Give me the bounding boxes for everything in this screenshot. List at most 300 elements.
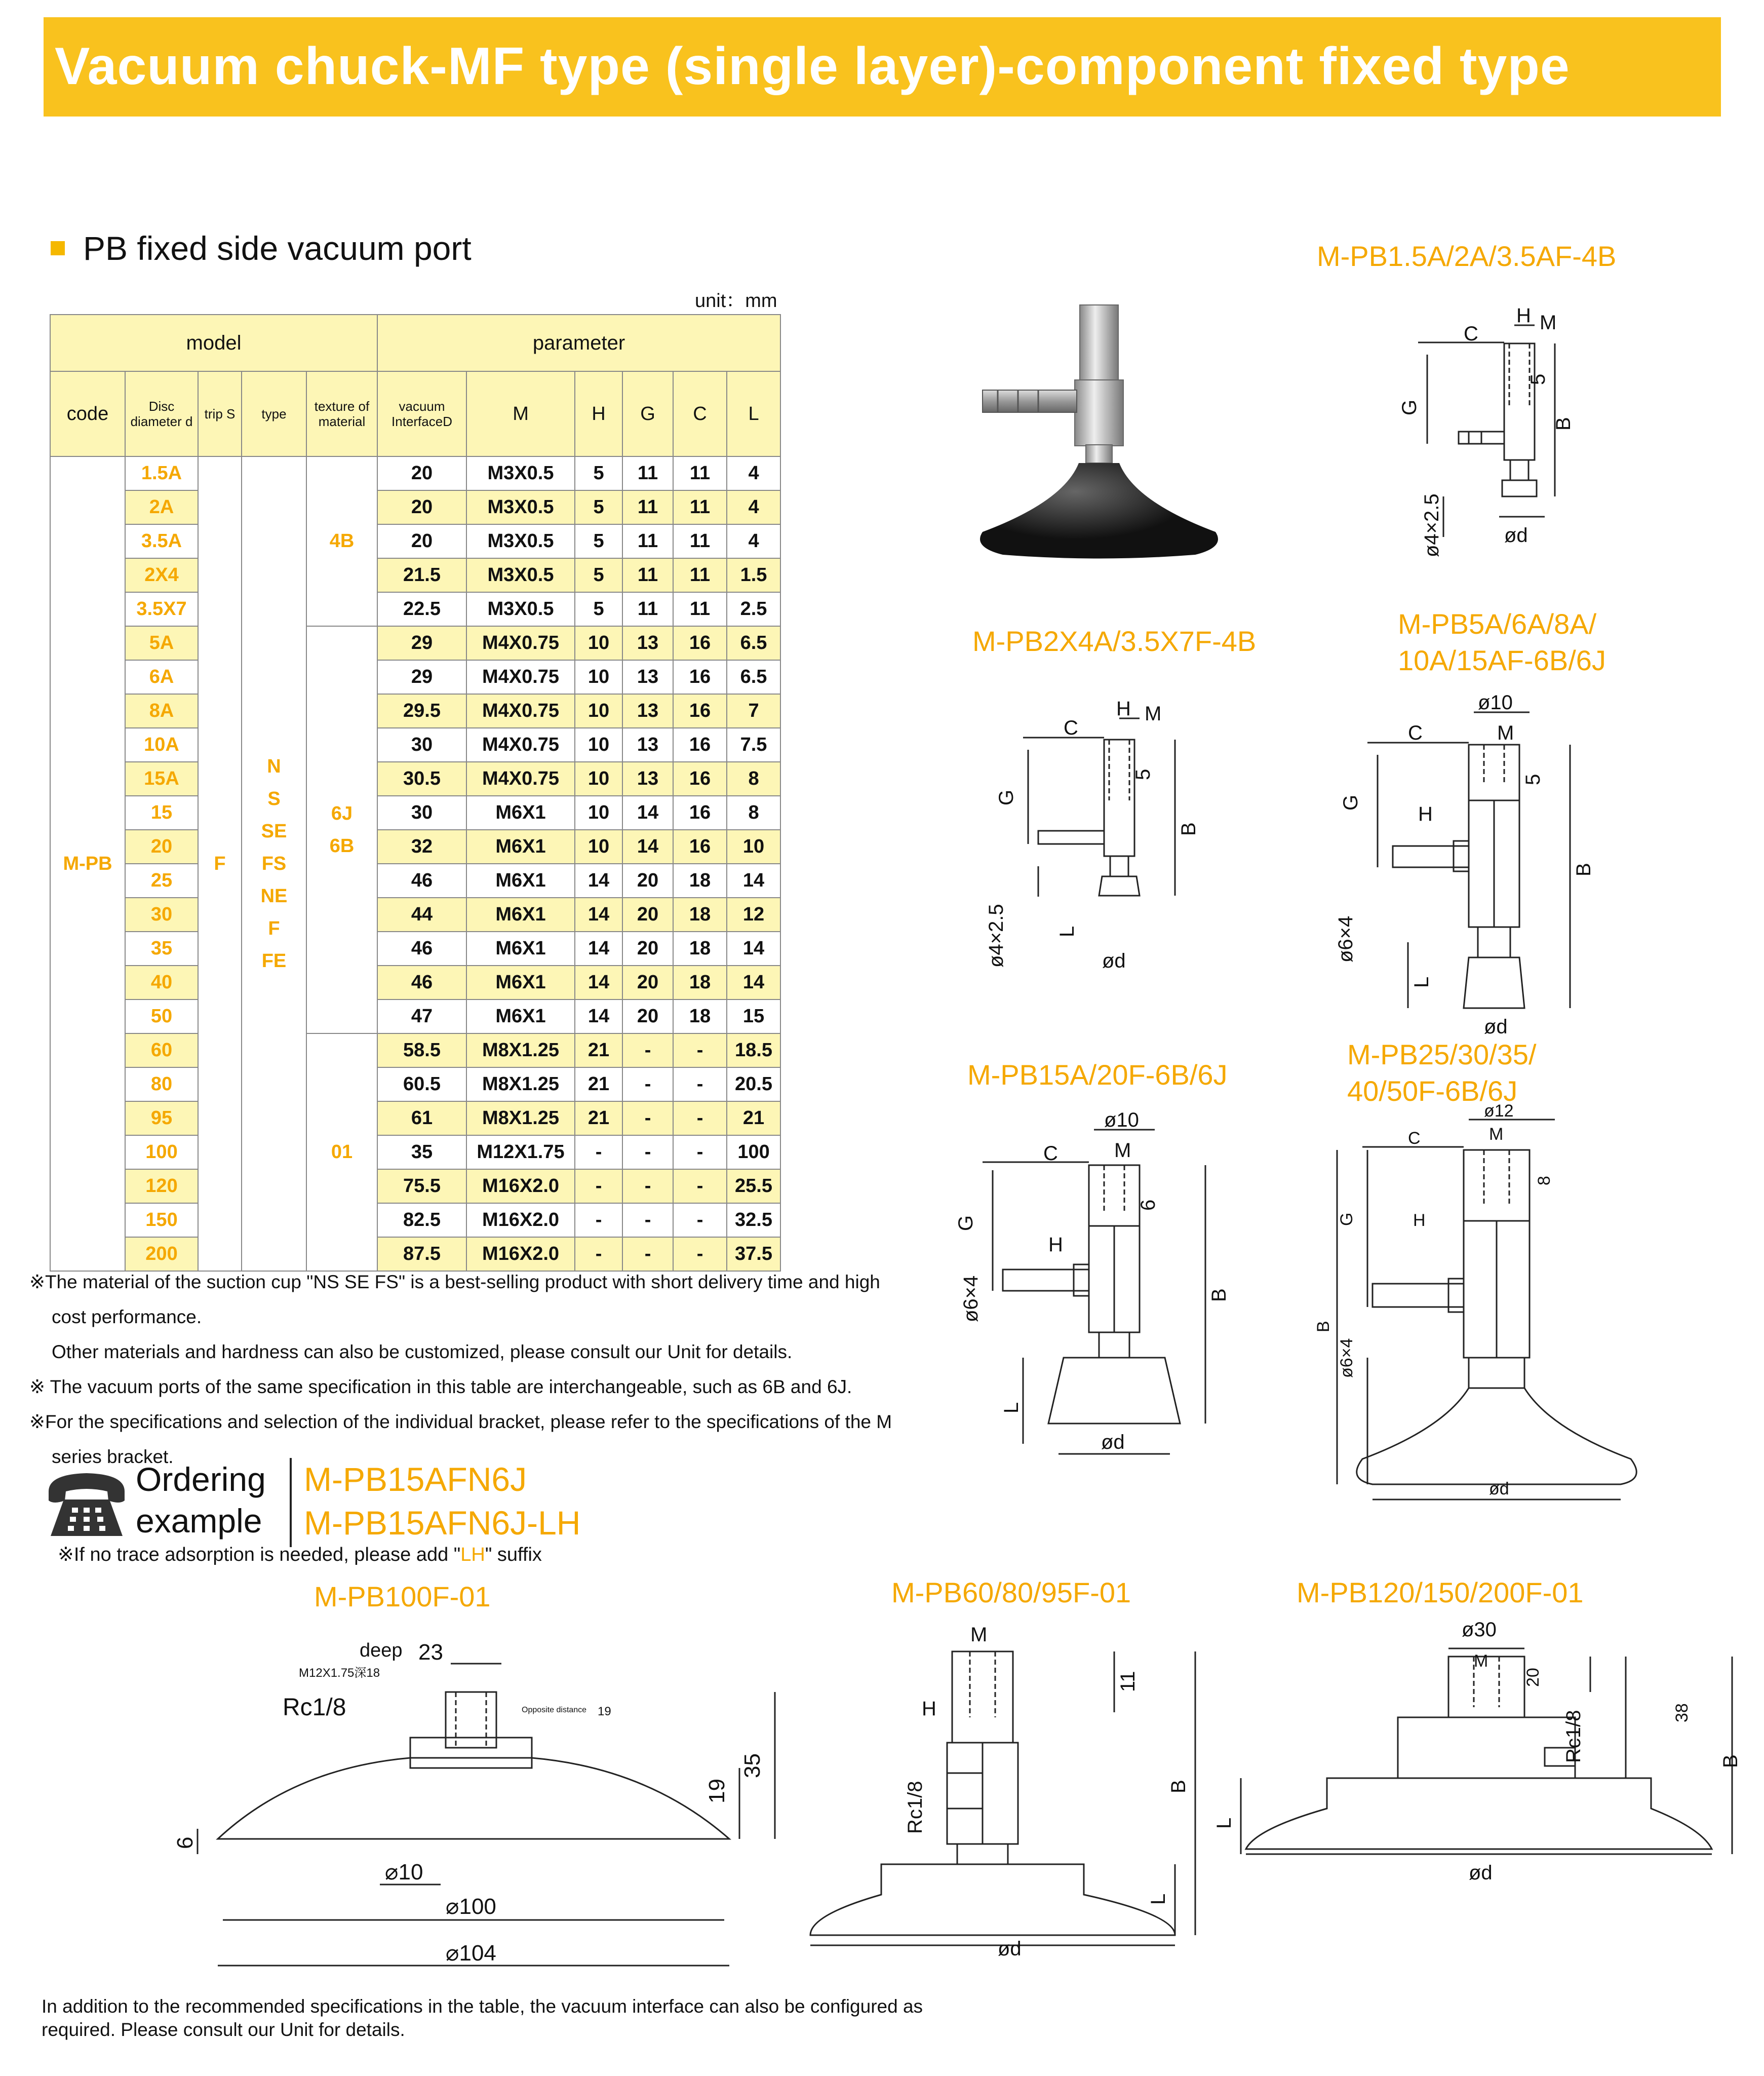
footer-line: In addition to the recommended specifications in the table, the vacuum interface can also be configured as	[42, 1996, 923, 2017]
col-header-c: C	[673, 371, 727, 456]
drawing-title: 10A/15AF-6B/6J	[1398, 644, 1606, 676]
product-photo	[962, 299, 1246, 562]
svg-text:ø4×2.5: ø4×2.5	[1421, 493, 1443, 557]
table-row	[50, 1169, 780, 1203]
svg-text:ø30: ø30	[1462, 1619, 1497, 1641]
param-cell-g: 11	[622, 558, 673, 592]
note-line: ※ The vacuum ports of the same specification in this table are interchangeable, such as 6B and 6J.	[29, 1376, 852, 1397]
svg-text:M: M	[1114, 1139, 1131, 1162]
disc-diameter-cell: 30	[125, 898, 198, 932]
table-row	[50, 490, 780, 524]
svg-text:C: C	[1408, 1129, 1421, 1148]
col-header-type: type	[242, 371, 306, 456]
svg-text:ød: ød	[1484, 1016, 1508, 1038]
svg-text:B: B	[1208, 1288, 1230, 1302]
type-value: N	[267, 756, 281, 777]
param-cell-g: -	[622, 1101, 673, 1135]
type-value: SE	[261, 821, 287, 842]
drawing-title: M-PB60/80/95F-01	[891, 1577, 1131, 1608]
svg-text:5: 5	[1527, 373, 1549, 385]
param-cell-m: M3X0.5	[466, 592, 575, 626]
param-cell-h: 21	[575, 1067, 622, 1101]
disc-diameter-cell: 40	[125, 966, 198, 999]
param-cell-l: 100	[727, 1135, 780, 1169]
param-cell-d: 29.5	[377, 694, 466, 728]
table-row	[50, 524, 780, 558]
param-cell-c: 16	[673, 660, 727, 694]
table-row	[50, 762, 780, 796]
param-cell-h: 14	[575, 932, 622, 966]
param-cell-c: -	[673, 1101, 727, 1135]
param-cell-m: M6X1	[466, 864, 575, 898]
svg-text:L: L	[1056, 926, 1078, 937]
svg-text:C: C	[1043, 1142, 1058, 1165]
svg-text:C: C	[1064, 717, 1078, 739]
param-cell-d: 60.5	[377, 1067, 466, 1101]
texture-cell: 6J 6B	[306, 626, 377, 1033]
svg-text:6: 6	[1137, 1199, 1159, 1211]
drawing-pb5a	[1317, 691, 1631, 1039]
param-cell-c: 11	[673, 558, 727, 592]
spec-table	[50, 314, 781, 1272]
disc-diameter-cell: 35	[125, 932, 198, 966]
svg-text:ød: ød	[998, 1938, 1022, 1960]
svg-text:G: G	[1337, 1212, 1356, 1226]
svg-text:38: 38	[1672, 1703, 1692, 1722]
param-cell-d: 22.5	[377, 592, 466, 626]
param-cell-h: 10	[575, 694, 622, 728]
param-cell-c: 16	[673, 830, 727, 864]
ordering-note: ※If no trace adsorption is needed, please add "LH" suffix	[58, 1544, 542, 1565]
svg-text:Rc1/8: Rc1/8	[904, 1781, 926, 1834]
note-line: series bracket.	[52, 1446, 174, 1467]
param-cell-l: 14	[727, 966, 780, 999]
disc-diameter-cell: 95	[125, 1101, 198, 1135]
param-cell-d: 20	[377, 524, 466, 558]
param-cell-m: M3X0.5	[466, 524, 575, 558]
col-header-code: code	[50, 371, 125, 456]
table-row	[50, 1033, 780, 1067]
param-cell-d: 46	[377, 932, 466, 966]
note-line: ※The material of the suction cup "NS SE FS" is a best-selling product with short delivery time and high	[29, 1272, 880, 1292]
param-cell-g: 13	[622, 660, 673, 694]
param-cell-h: 10	[575, 830, 622, 864]
svg-text:11: 11	[1117, 1671, 1139, 1692]
disc-diameter-cell: 6A	[125, 660, 198, 694]
param-cell-l: 32.5	[727, 1203, 780, 1237]
param-cell-l: 14	[727, 864, 780, 898]
param-cell-d: 44	[377, 898, 466, 932]
param-cell-m: M3X0.5	[466, 490, 575, 524]
param-cell-l: 1.5	[727, 558, 780, 592]
param-cell-g: 20	[622, 999, 673, 1033]
param-cell-h: -	[575, 1135, 622, 1169]
param-cell-m: M6X1	[466, 796, 575, 830]
svg-text:H: H	[1116, 698, 1131, 720]
svg-text:ø6×4: ø6×4	[1335, 915, 1357, 963]
param-cell-g: 11	[622, 592, 673, 626]
param-cell-c: 18	[673, 898, 727, 932]
param-cell-g: 11	[622, 490, 673, 524]
table-row	[50, 830, 780, 864]
svg-text:B: B	[1573, 863, 1595, 876]
param-cell-g: 14	[622, 830, 673, 864]
table-group-header-row	[50, 315, 780, 371]
param-cell-g: 20	[622, 864, 673, 898]
param-cell-h: -	[575, 1169, 622, 1203]
param-cell-m: M3X0.5	[466, 558, 575, 592]
table-row	[50, 1135, 780, 1169]
bullet-square-icon	[51, 241, 65, 255]
param-cell-c: 18	[673, 932, 727, 966]
svg-text:C: C	[1464, 323, 1478, 345]
svg-text:ød: ød	[1504, 524, 1528, 547]
param-cell-g: -	[622, 1237, 673, 1271]
ordering-label: example	[136, 1502, 262, 1540]
svg-text:L: L	[1147, 1893, 1169, 1905]
param-cell-g: 14	[622, 796, 673, 830]
param-cell-d: 75.5	[377, 1169, 466, 1203]
svg-text:deep: deep	[360, 1640, 403, 1661]
disc-diameter-cell: 5A	[125, 626, 198, 660]
param-cell-d: 30	[377, 796, 466, 830]
code-cell: M-PB	[50, 456, 125, 1271]
drawing-title: M-PB25/30/35/	[1347, 1039, 1537, 1070]
col-header-m: M	[466, 371, 575, 456]
svg-text:L: L	[1000, 1402, 1023, 1413]
param-cell-m: M4X0.75	[466, 762, 575, 796]
svg-text:ø10: ø10	[1478, 691, 1513, 714]
param-cell-c: -	[673, 1237, 727, 1271]
param-cell-c: 11	[673, 592, 727, 626]
param-cell-c: -	[673, 1203, 727, 1237]
param-cell-h: 5	[575, 592, 622, 626]
svg-text:ø10: ø10	[1104, 1109, 1139, 1131]
param-cell-g: -	[622, 1203, 673, 1237]
table-row	[50, 1067, 780, 1101]
table-row	[50, 558, 780, 592]
param-cell-c: 18	[673, 966, 727, 999]
param-cell-c: 16	[673, 626, 727, 660]
param-cell-l: 7.5	[727, 728, 780, 762]
param-cell-m: M16X2.0	[466, 1203, 575, 1237]
table-row	[50, 864, 780, 898]
param-cell-h: 21	[575, 1101, 622, 1135]
svg-text:Rc1/8: Rc1/8	[1562, 1710, 1585, 1763]
param-cell-g: 13	[622, 626, 673, 660]
svg-text:L: L	[1410, 976, 1433, 988]
table-column-header-row	[50, 371, 780, 456]
type-value: F	[268, 918, 280, 939]
svg-text:5: 5	[1522, 774, 1544, 785]
param-cell-h: 5	[575, 558, 622, 592]
svg-text:19: 19	[704, 1779, 729, 1803]
table-row	[50, 592, 780, 626]
svg-text:B: B	[1314, 1321, 1333, 1332]
param-cell-l: 8	[727, 762, 780, 796]
param-cell-m: M12X1.75	[466, 1135, 575, 1169]
drawing-pb120	[1213, 1616, 1742, 1900]
disc-diameter-cell: 1.5A	[125, 456, 198, 490]
param-cell-c: 11	[673, 524, 727, 558]
disc-diameter-cell: 3.5X7	[125, 592, 198, 626]
param-cell-c: 18	[673, 864, 727, 898]
drawing-pb1-5a	[1367, 304, 1631, 567]
svg-text:M: M	[1489, 1125, 1504, 1144]
param-cell-l: 18.5	[727, 1033, 780, 1067]
footer-note	[42, 1995, 1105, 2042]
svg-text:23: 23	[418, 1640, 443, 1665]
drawing-pb60	[810, 1621, 1216, 1960]
param-cell-m: M4X0.75	[466, 626, 575, 660]
svg-text:B: B	[1167, 1780, 1190, 1793]
param-cell-c: 16	[673, 796, 727, 830]
param-cell-c: -	[673, 1033, 727, 1067]
table-row	[50, 898, 780, 932]
param-cell-d: 29	[377, 626, 466, 660]
drawing-title: M-PB15A/20F-6B/6J	[967, 1059, 1228, 1091]
param-cell-l: 7	[727, 694, 780, 728]
table-row	[50, 660, 780, 694]
param-cell-g: -	[622, 1033, 673, 1067]
param-cell-d: 20	[377, 456, 466, 490]
col-header-l: L	[727, 371, 780, 456]
svg-text:M12X1.75深18: M12X1.75深18	[299, 1666, 380, 1680]
svg-text:6: 6	[173, 1836, 198, 1849]
param-cell-h: 5	[575, 490, 622, 524]
telephone-icon	[44, 1465, 130, 1541]
param-cell-h: 14	[575, 898, 622, 932]
param-cell-c: -	[673, 1067, 727, 1101]
drawing-title: M-PB2X4A/3.5X7F-4B	[972, 625, 1257, 657]
param-cell-h: 5	[575, 456, 622, 490]
param-cell-h: 10	[575, 728, 622, 762]
disc-diameter-cell: 20	[125, 830, 198, 864]
param-cell-m: M6X1	[466, 830, 575, 864]
param-cell-d: 32	[377, 830, 466, 864]
table-body	[50, 456, 780, 1271]
drawing-title: M-PB100F-01	[314, 1581, 491, 1612]
param-cell-h: 14	[575, 999, 622, 1033]
table-row	[50, 999, 780, 1033]
param-cell-g: -	[622, 1169, 673, 1203]
col-header-g: G	[622, 371, 673, 456]
table-row	[50, 1101, 780, 1135]
param-cell-h: 5	[575, 524, 622, 558]
disc-diameter-cell: 8A	[125, 694, 198, 728]
param-cell-c: -	[673, 1169, 727, 1203]
group-model-header: model	[50, 315, 377, 371]
param-cell-l: 2.5	[727, 592, 780, 626]
param-cell-l: 15	[727, 999, 780, 1033]
param-cell-g: 20	[622, 966, 673, 999]
drawing-pb100f	[167, 1636, 775, 1981]
param-cell-c: 18	[673, 999, 727, 1033]
param-cell-g: 11	[622, 456, 673, 490]
section-heading-text: PB fixed side vacuum port	[83, 229, 472, 267]
param-cell-m: M8X1.25	[466, 1033, 575, 1067]
trip-cell: F	[198, 456, 242, 1271]
param-cell-m: M4X0.75	[466, 660, 575, 694]
disc-diameter-cell: 3.5A	[125, 524, 198, 558]
param-cell-g: 20	[622, 932, 673, 966]
param-cell-h: 10	[575, 762, 622, 796]
note-line: ※For the specifications and selection of the individual bracket, please refer to the specifications of the M	[29, 1411, 892, 1432]
svg-text:ød: ød	[1489, 1479, 1509, 1498]
svg-text:M: M	[1540, 312, 1557, 334]
param-cell-m: M8X1.25	[466, 1101, 575, 1135]
param-cell-g: 11	[622, 524, 673, 558]
param-cell-m: M4X0.75	[466, 728, 575, 762]
svg-text:Rc1/8: Rc1/8	[283, 1694, 346, 1721]
param-cell-h: 10	[575, 796, 622, 830]
param-cell-c: 16	[673, 762, 727, 796]
param-cell-d: 21.5	[377, 558, 466, 592]
footer-line: required. Please consult our Unit for details.	[42, 2019, 405, 2040]
disc-diameter-cell: 60	[125, 1033, 198, 1067]
disc-diameter-cell: 2X4	[125, 558, 198, 592]
table-row	[50, 966, 780, 999]
param-cell-l: 10	[727, 830, 780, 864]
col-header-disc-diameter: Disc diameter d	[125, 371, 198, 456]
param-cell-g: -	[622, 1135, 673, 1169]
svg-text:20: 20	[1523, 1668, 1543, 1687]
type-value: NE	[260, 886, 288, 907]
svg-text:ø6×4: ø6×4	[960, 1275, 982, 1322]
param-cell-h: -	[575, 1237, 622, 1271]
param-cell-g: 20	[622, 898, 673, 932]
note-line: cost performance.	[52, 1306, 202, 1327]
col-header-texture: texture of material	[306, 371, 377, 456]
disc-diameter-cell: 100	[125, 1135, 198, 1169]
param-cell-h: 14	[575, 966, 622, 999]
table-row	[50, 796, 780, 830]
param-cell-h: 10	[575, 626, 622, 660]
svg-text:M: M	[970, 1624, 988, 1646]
drawing-pb2x4a	[983, 694, 1246, 978]
svg-text:M: M	[1497, 722, 1514, 744]
svg-text:H: H	[1516, 304, 1531, 327]
svg-text:G: G	[1340, 794, 1362, 811]
drawing-pb15a	[942, 1109, 1266, 1474]
notes-block	[29, 1264, 982, 1474]
param-cell-c: 16	[673, 728, 727, 762]
table-row	[50, 932, 780, 966]
svg-text:G: G	[995, 789, 1017, 805]
type-value: FS	[261, 853, 287, 874]
type-value: FE	[261, 950, 287, 972]
svg-text:19: 19	[598, 1705, 611, 1718]
param-cell-g: -	[622, 1067, 673, 1101]
disc-diameter-cell: 10A	[125, 728, 198, 762]
param-cell-d: 46	[377, 864, 466, 898]
texture-cell: 4B	[306, 456, 377, 626]
param-cell-m: M16X2.0	[466, 1169, 575, 1203]
svg-text:5: 5	[1132, 768, 1154, 780]
col-header-h: H	[575, 371, 622, 456]
drawing-pb25	[1314, 1101, 1692, 1520]
param-cell-m: M16X2.0	[466, 1237, 575, 1271]
svg-text:M: M	[1474, 1651, 1488, 1671]
param-cell-m: M4X0.75	[466, 694, 575, 728]
table-row	[50, 694, 780, 728]
svg-text:8: 8	[1535, 1176, 1554, 1185]
param-cell-h: 10	[575, 660, 622, 694]
disc-diameter-cell: 150	[125, 1203, 198, 1237]
svg-text:H: H	[1413, 1211, 1426, 1230]
table-row	[50, 626, 780, 660]
disc-diameter-cell: 50	[125, 999, 198, 1033]
param-cell-d: 30	[377, 728, 466, 762]
table-row	[50, 456, 780, 490]
param-cell-d: 82.5	[377, 1203, 466, 1237]
drawing-title: 40/50F-6B/6J	[1347, 1075, 1518, 1107]
table-row	[50, 728, 780, 762]
type-cell	[242, 456, 306, 1271]
param-cell-m: M6X1	[466, 932, 575, 966]
svg-text:⌀104: ⌀104	[446, 1941, 496, 1966]
col-header-trip: trip S	[198, 371, 242, 456]
drawing-title: M-PB1.5A/2A/3.5AF-4B	[1317, 240, 1617, 272]
svg-text:⌀10: ⌀10	[385, 1860, 423, 1885]
texture-cell: 01	[306, 1033, 377, 1271]
param-cell-h: 21	[575, 1033, 622, 1067]
ordering-divider	[290, 1458, 292, 1547]
svg-text:ød: ød	[1101, 1431, 1125, 1453]
param-cell-c: 11	[673, 490, 727, 524]
disc-diameter-cell: 2A	[125, 490, 198, 524]
param-cell-d: 61	[377, 1101, 466, 1135]
param-cell-m: M3X0.5	[466, 456, 575, 490]
group-parameter-header: parameter	[377, 315, 780, 371]
param-cell-l: 12	[727, 898, 780, 932]
param-cell-l: 37.5	[727, 1237, 780, 1271]
type-value: S	[267, 788, 281, 810]
svg-text:ød: ød	[1102, 950, 1126, 972]
col-header-vacuum-interface: vacuum InterfaceD	[377, 371, 466, 456]
svg-text:B: B	[1719, 1754, 1742, 1768]
svg-text:B: B	[1552, 417, 1575, 431]
param-cell-d: 87.5	[377, 1237, 466, 1271]
param-cell-d: 20	[377, 490, 466, 524]
param-cell-d: 58.5	[377, 1033, 466, 1067]
param-cell-d: 29	[377, 660, 466, 694]
param-cell-m: M6X1	[466, 898, 575, 932]
page-title: Vacuum chuck-MF type (single layer)-component fixed type	[55, 37, 1570, 96]
param-cell-l: 4	[727, 490, 780, 524]
svg-text:Opposite distance: Opposite distance	[522, 1706, 587, 1714]
svg-text:M: M	[1145, 703, 1162, 725]
svg-text:B: B	[1178, 822, 1200, 836]
param-cell-d: 46	[377, 966, 466, 999]
disc-diameter-cell: 15A	[125, 762, 198, 796]
param-cell-l: 14	[727, 932, 780, 966]
param-cell-g: 13	[622, 694, 673, 728]
param-cell-d: 30.5	[377, 762, 466, 796]
drawing-title: M-PB120/150/200F-01	[1297, 1577, 1584, 1608]
svg-text:ø6×4: ø6×4	[1337, 1338, 1356, 1378]
param-cell-m: M8X1.25	[466, 1067, 575, 1101]
param-cell-l: 6.5	[727, 660, 780, 694]
param-cell-h: -	[575, 1203, 622, 1237]
svg-text:ød: ød	[1469, 1862, 1493, 1884]
param-cell-g: 13	[622, 728, 673, 762]
svg-text:ø12: ø12	[1484, 1101, 1514, 1121]
param-cell-l: 4	[727, 456, 780, 490]
ordering-example	[44, 1458, 611, 1554]
param-cell-d: 35	[377, 1135, 466, 1169]
svg-text:G: G	[1398, 399, 1421, 415]
